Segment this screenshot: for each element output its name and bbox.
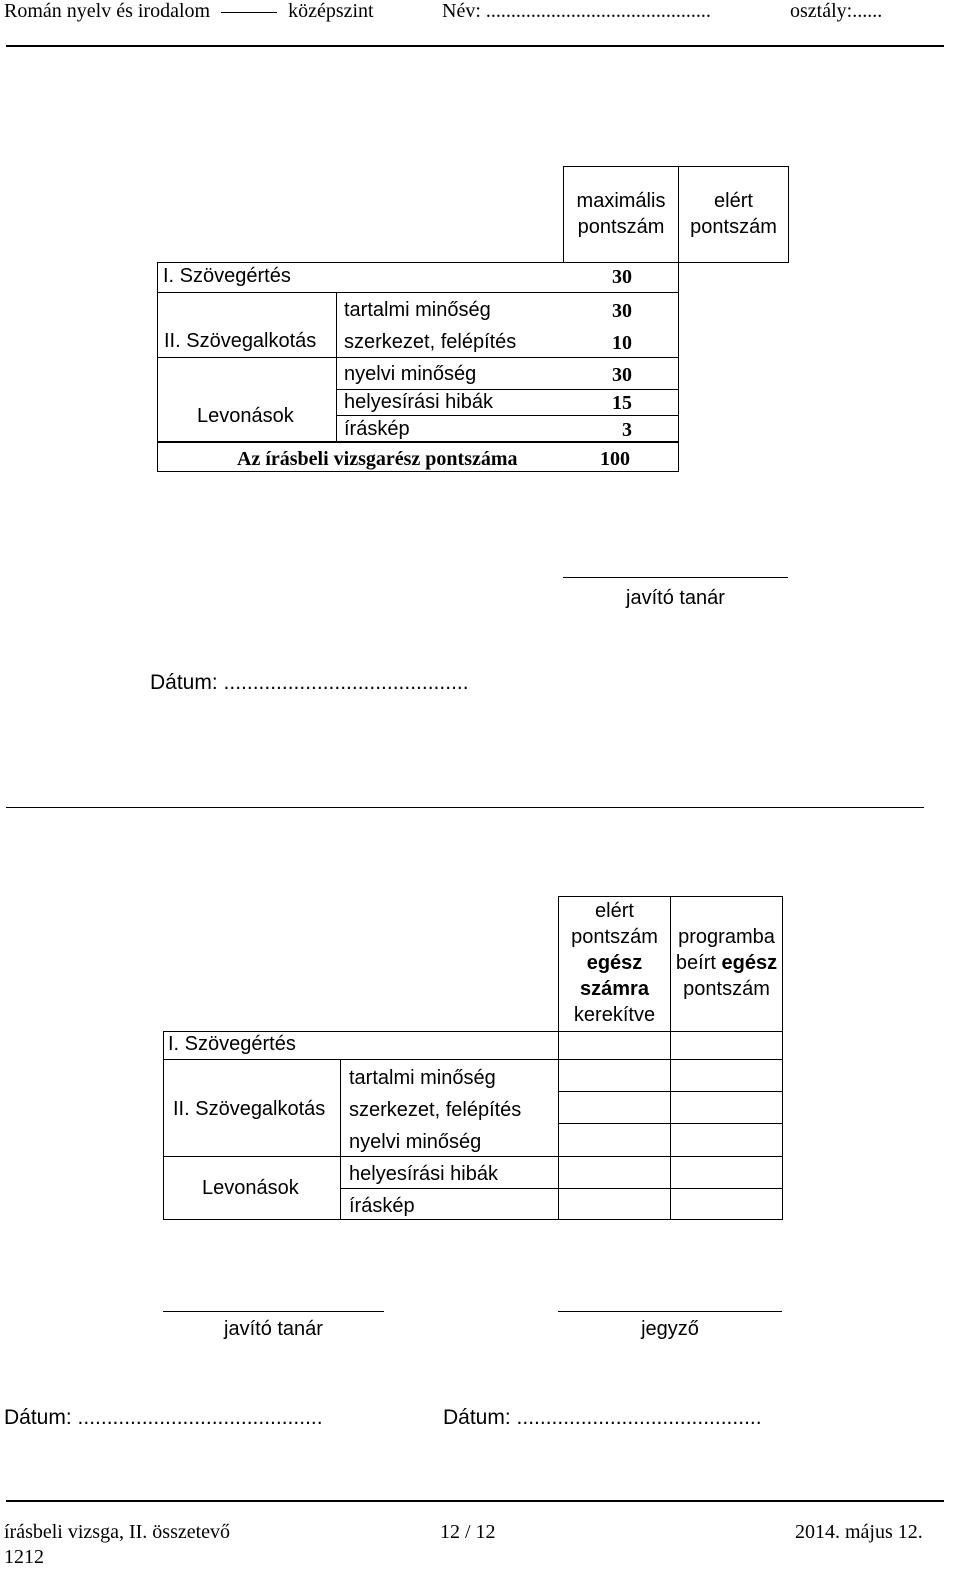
col-rounded-line4: számra [580,978,649,1000]
name-field: Név: ............................................. [442,0,711,22]
t1-total-label: Az írásbeli vizsgarész pontszáma [237,448,518,470]
t1-line [157,292,678,293]
col-achieved-line2: pontszám [690,216,777,238]
footer-exam: írásbeli vizsga, II. összetevő [4,1521,231,1543]
t1-structure-points: 10 [612,332,632,354]
col-max-line1: maximális [576,190,666,212]
grader2-signature-line [163,1311,384,1312]
t1-section2: II. Szövegalkotás [164,330,317,352]
t1-line [336,292,337,442]
t2-content-quality: tartalmi minőség [349,1067,496,1089]
t1-section1: I. Szövegértés [163,265,291,287]
col-rounded-header [559,898,670,1028]
t2-line [340,1059,341,1220]
t2-line [163,1219,783,1220]
t1-structure: szerkezet, felépítés [344,331,517,353]
col-achieved-header [679,188,788,240]
class-field: osztály:...... [790,0,883,22]
col-max-line2: pontszám [577,216,665,238]
t2-section1: I. Szövegértés [168,1033,296,1055]
footer-rule [6,1500,944,1502]
level-separator [221,12,277,13]
col-program-line2a: beírt [675,952,716,974]
footer-code: 1212 [4,1546,44,1568]
header-subject [4,0,374,23]
t2-deductions: Levonások [202,1177,299,1199]
t1-line [678,262,789,263]
t2-line [782,896,783,1220]
t2-line [559,1091,783,1092]
t1-deductions: Levonások [197,405,294,427]
t1-line [157,262,679,263]
t1-spelling: helyesírási hibák [344,391,493,413]
col-max-header [564,188,678,240]
t2-language-quality: nyelvi minőség [349,1131,482,1153]
t2-line [163,1059,783,1060]
col-rounded-line2: pontszám [571,926,658,948]
t1-line [157,357,678,358]
t2-line [341,1188,783,1189]
footer-page: 12 / 12 [440,1521,496,1543]
t1-total-points: 100 [600,448,630,470]
t1-section1-points: 30 [612,266,632,288]
grader1-signature-line [563,577,788,578]
date-left: Dátum: .......................................... [4,1406,323,1429]
col-program-header [671,924,782,1002]
t2-section2: II. Szövegalkotás [173,1098,326,1120]
notary-signature-line [558,1311,782,1312]
t1-line [337,389,678,390]
t1-language-quality: nyelvi minőség [344,363,477,385]
date1: Dátum: .......................................... [150,671,469,694]
t2-line [163,1156,783,1157]
t1-handwriting-points: 3 [622,419,632,441]
t1-line [157,471,678,472]
t2-line [163,1031,783,1032]
footer-date: 2014. május 12. [795,1521,923,1543]
t1-line [563,166,789,167]
t2-handwriting: íráskép [349,1195,415,1217]
level-label: középszint [288,0,374,22]
col-rounded-line1: elért [595,900,634,922]
col-rounded-line5: kerekítve [573,1004,656,1026]
date-right: Dátum: .......................................... [443,1406,762,1429]
header-rule [6,45,944,47]
col-rounded-line3: egész [586,952,643,974]
col-program-line3: pontszám [683,978,770,1000]
col-achieved-line1: elért [714,190,753,212]
t1-line [788,166,789,263]
t1-content-points: 30 [612,300,632,322]
t1-line [337,415,678,416]
t1-handwriting: íráskép [344,418,410,440]
t2-structure: szerkezet, felépítés [349,1099,522,1121]
t2-line [559,1123,783,1124]
grader1-label: javító tanár [626,587,725,609]
t2-spelling: helyesírási hibák [349,1163,498,1185]
grader2-label: javító tanár [224,1318,323,1340]
subject-label: Román nyelv és irodalom [4,0,211,22]
notary-label: jegyző [641,1318,699,1340]
t1-language-points: 30 [612,364,632,386]
col-program-line1: programba [678,926,775,948]
col-program-line2b: egész [721,952,778,974]
t1-spelling-points: 15 [612,392,632,414]
t1-content-quality: tartalmi minőség [344,299,491,321]
section-separator [6,807,924,808]
